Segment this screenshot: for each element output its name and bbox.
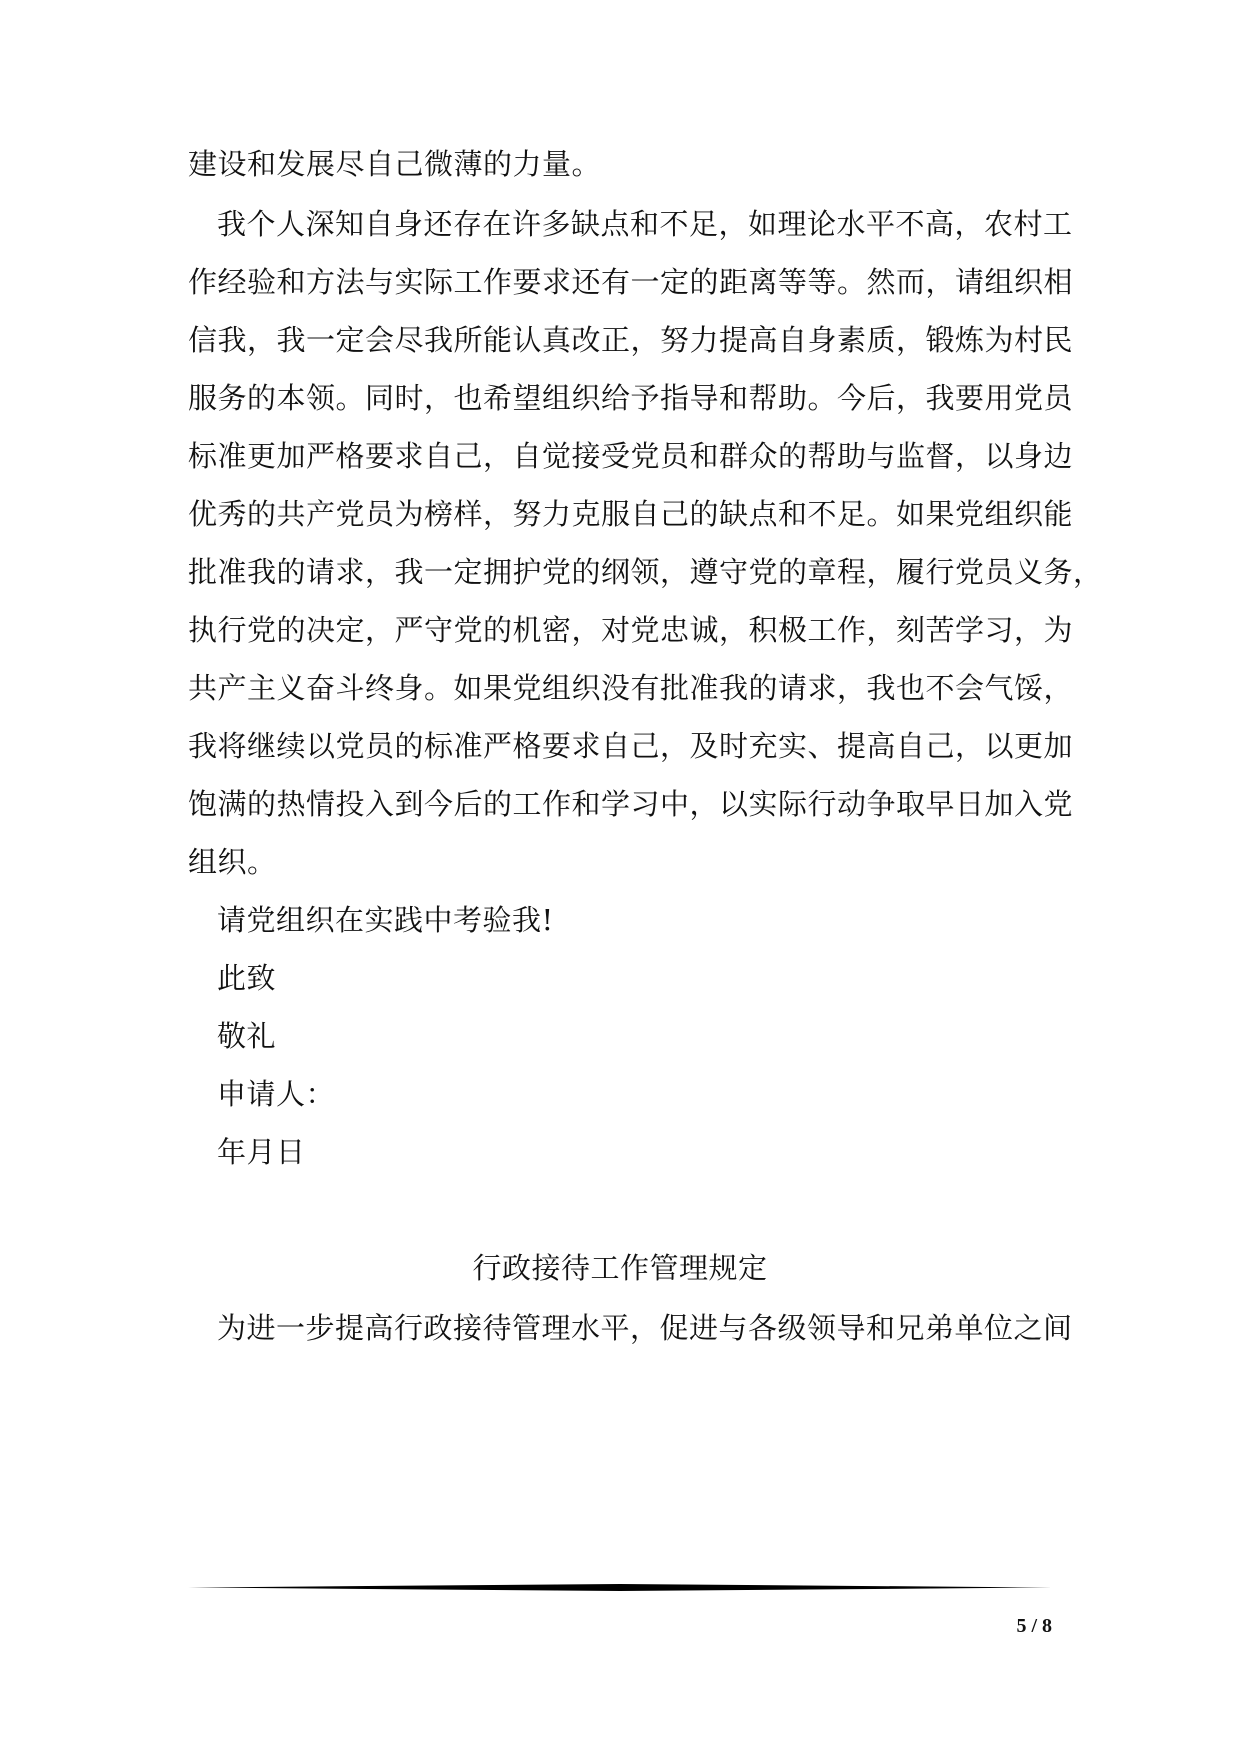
paragraph-line: 作经验和方法与实际工作要求还有一定的距离等等。然而，请组织相	[188, 265, 1074, 299]
date-label: 年月日	[217, 1135, 306, 1169]
footer-divider	[188, 1584, 1052, 1591]
paragraph-line: 服务的本领。同时，也希望组织给予指导和帮助。今后，我要用党员	[188, 381, 1074, 415]
paragraph-line: 标准更加严格要求自己，自觉接受党员和群众的帮助与监督，以身边	[188, 439, 1074, 473]
paragraph-line: 执行党的决定，严守党的机密，对党忠诚，积极工作，刻苦学习，为	[188, 613, 1074, 647]
applicant-label: 申请人：	[217, 1077, 336, 1111]
salutation-cizhi: 此致	[217, 961, 277, 995]
paragraph-line: 我将继续以党员的标准严格要求自己，及时充实、提高自己，以更加	[188, 729, 1074, 763]
section-title: 行政接待工作管理规定	[472, 1251, 768, 1285]
paragraph-line: 共产主义奋斗终身。如果党组织没有批准我的请求，我也不会气馁，	[188, 671, 1074, 705]
section-first-line: 为进一步提高行政接待管理水平，促进与各级领导和兄弟单位之间	[217, 1311, 1073, 1345]
page-number: 5 / 8	[1016, 1615, 1052, 1637]
paragraph-line: 饱满的热情投入到今后的工作和学习中，以实际行动争取早日加入党	[188, 787, 1074, 821]
paragraph-line: 我个人深知自身还存在许多缺点和不足，如理论水平不高，农村工	[217, 207, 1073, 241]
paragraph-line: 组织。	[188, 845, 277, 879]
paragraph-line: 批准我的请求，我一定拥护党的纲领，遵守党的章程，履行党员义务，	[188, 555, 1103, 589]
closing-request: 请党组织在实践中考验我!	[217, 903, 554, 937]
salutation-jingli: 敬礼	[217, 1019, 277, 1053]
paragraph-line: 信我，我一定会尽我所能认真改正，努力提高自身素质，锻炼为村民	[188, 323, 1074, 357]
paragraph-line: 建设和发展尽自己微薄的力量。	[188, 147, 602, 181]
paragraph-line: 优秀的共产党员为榜样，努力克服自己的缺点和不足。如果党组织能	[188, 497, 1074, 531]
